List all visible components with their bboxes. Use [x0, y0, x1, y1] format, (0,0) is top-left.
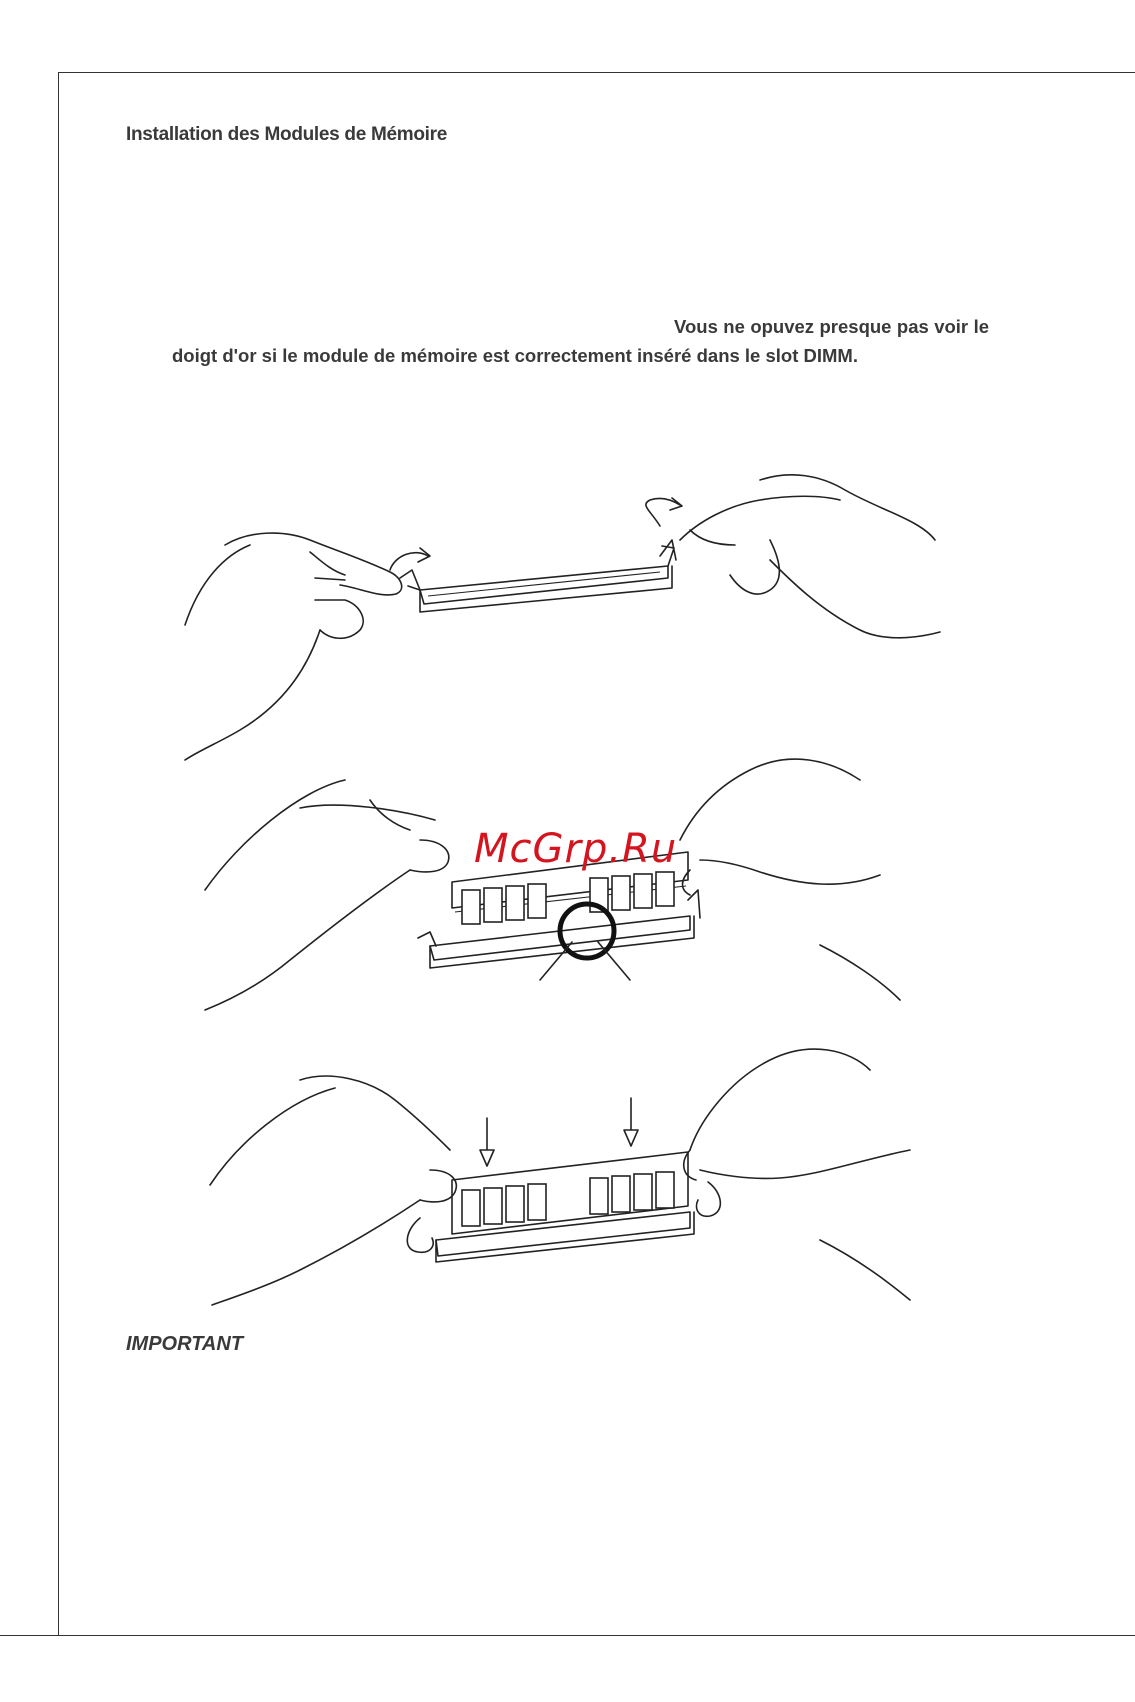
step1-open-latches [185, 475, 940, 760]
important-label: IMPORTANT [126, 1333, 244, 1355]
step3-press-module [210, 1049, 910, 1305]
watermark: McGrp.Ru [474, 826, 678, 872]
section-title: Installation des Modules de Mémoire [126, 124, 448, 145]
instruction-paragraph: Vous ne opuvez presque pas voir le doigt d'or si le module de mémoire est correctement inséré dans le slot DIMM. [172, 316, 989, 366]
step2-align-module [205, 759, 900, 1010]
